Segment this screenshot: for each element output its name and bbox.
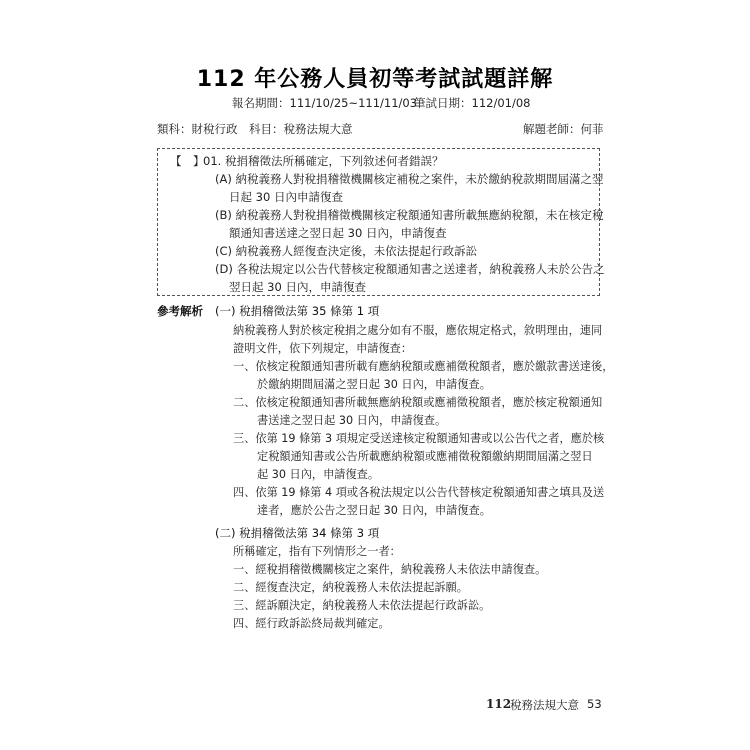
section2-item4: 四、經行政訴訟終局裁判確定。 (233, 617, 390, 630)
section2-item3: 三、經訴願決定，納稅義務人未依法提起行政訴訟。 (233, 599, 491, 612)
section1-intro: 納稅義務人對於核定稅捐之處分如有不服，應依規定格式，敘明理由，連同 (233, 324, 603, 337)
section1-item3-cont2: 起 30 日內，申請復查。 (257, 468, 380, 481)
option-b-cont: 額通知書送達之翌日起 30 日內，申請復查 (229, 226, 447, 240)
section1-item1: 一、依核定稅額通知書所載有應納稅額或應補徵稅額者，應於繳款書送達後， (233, 360, 614, 373)
question-stem: 01. 稅捐稽徵法所稱確定，下列敘述何者錯誤？ (203, 154, 444, 168)
teacher: 解題老師：何菲 (523, 122, 604, 136)
analysis-label: 參考解析 (157, 304, 203, 318)
option-a: (A) 納稅義務人對稅捐稽徵機關核定補稅之案件，未於繳納稅款期間屆滿之翌 (215, 172, 604, 186)
section1-item3-cont: 定稅額通知書或公告所載應納稅額或應補徵稅額繳納期間屆滿之翌日 (257, 450, 593, 463)
category-subject: 類科：財稅行政 科目：稅務法規大意 (157, 122, 353, 136)
section1-item1-cont: 於繳納期間屆滿之翌日起 30 日內，申請復查。 (257, 378, 491, 391)
section2-item1: 一、經稅捐稽徵機關核定之案件，納稅義務人未依法申請復查。 (233, 563, 547, 576)
option-d-cont: 翌日起 30 日內，申請復查 (229, 280, 366, 294)
section1-item2: 二、依核定稅額通知書所載無應納稅額或應補徵稅額者，應於核定稅額通知 (233, 396, 603, 409)
page-title: 112 年公務人員初等考試試題詳解 (196, 67, 554, 92)
section1-item3: 三、依第 19 條第 3 項規定受送達核定稅額通知書或以公告代之者，應於核 (233, 432, 605, 445)
page-number: 53 (587, 697, 602, 711)
option-d: (D) 各稅法規定以公告代替核定稅額通知書之送達者，納稅義務人未於公告之 (215, 262, 605, 276)
section1-intro-cont: 證明文件，依下列規定，申請復查： (233, 342, 413, 355)
option-c: (C) 納稅義務人經復查決定後，未依法提起行政訴訟 (215, 244, 478, 258)
answer-bracket: 【 】 (170, 154, 205, 168)
exam-date: 筆試日期：112/01/08 (414, 96, 531, 110)
section2-intro: 所稱確定，指有下列情形之一者： (233, 545, 401, 558)
option-b: (B) 納稅義務人對稅捐稽徵機關核定稅額通知書所載無應納稅額，未在核定稅 (215, 208, 604, 222)
option-a-cont: 日起 30 日內申請復查 (229, 190, 343, 204)
section1-item4: 四、依第 19 條第 4 項或各稅法規定以公告代替核定稅額通知書之填具及送 (233, 486, 605, 499)
section2-item2: 二、經復查決定，納稅義務人未依法提起訴願。 (233, 581, 468, 594)
footer-code: 112 (486, 697, 512, 711)
registration-period: 報名期間：111/10/25~111/11/03 (232, 96, 418, 110)
section2-heading: (二) 稅捐稽徵法第 34 條第 3 項 (215, 526, 380, 540)
section1-heading: (一) 稅捐稽徵法第 35 條第 1 項 (215, 304, 380, 318)
footer-subject: 稅務法規大意 (510, 698, 579, 712)
section1-item4-cont: 達者，應於公告之翌日起 30 日內，申請復查。 (257, 504, 491, 517)
section1-item2-cont: 書送達之翌日起 30 日內，申請復查。 (257, 414, 447, 427)
